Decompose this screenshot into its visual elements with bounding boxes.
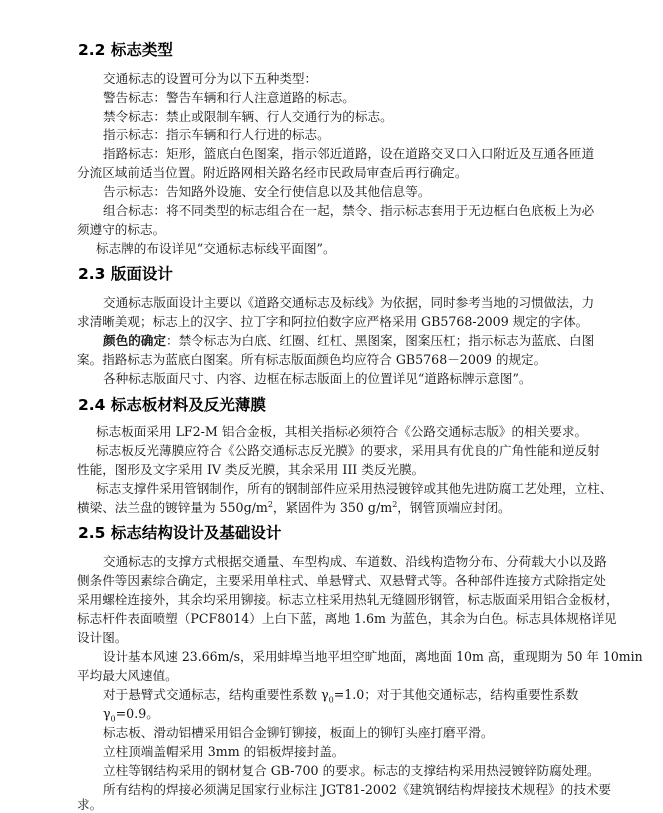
text-line: 标志杆件表面喷塑（PCF8014）上白下蓝，离地 1.6m 为蓝色，其余为白色。标志具体规格详见 xyxy=(77,611,617,626)
heading-2-3: 2.3 版面设计 xyxy=(78,265,173,283)
text-line: 交通标志版面设计主要以《道路交通标志及标线》为依据，同时参考当地的习惯做法，力 xyxy=(103,295,595,310)
text-line: 设计基本风速 23.66m/s，采用蚌埠当地平坦空旷地面，离地面 10m 高，重现期为 50 年 10min xyxy=(103,649,643,664)
text-line: 交通标志的支撑方式根据交通量、车型构成、车道数、沿线构造物分布、分荷载大小以及路 xyxy=(103,554,607,569)
text-line: 求。 xyxy=(77,797,103,812)
text-line: 采用螺栓连接外，其余均采用铆接。标志立柱采用热轧无缝圆形钢管，标志版面采用铝合金板材， xyxy=(77,592,619,607)
superscript: 2 xyxy=(392,499,398,509)
text-line: 平均最大风速值。 xyxy=(77,668,178,683)
text-line: 标志板、滑动铝槽采用铝合金铆钉铆接，板面上的铆钉头座打磨平滑。 xyxy=(103,725,494,740)
text-line: 案。指路标志为蓝底白图案。所有标志版面颜色均应符合 GB5768－2009 的规定。 xyxy=(77,352,547,367)
text-line: 各种标志版面尺寸、内容、边框在标志版面上的位置详见“道路标牌示意图”。 xyxy=(103,371,532,386)
text-line: 标志板反光薄膜应符合《公路交通标志反光膜》的要求，采用具有优良的广角性能和逆反射 xyxy=(96,443,600,458)
text-line: 求清晰美观；标志上的汉字、拉丁字和阿拉伯数字应严格采用 GB5768-2009 规定的字体。 xyxy=(77,314,589,329)
text-line xyxy=(103,705,159,722)
text-run: γ xyxy=(103,706,111,721)
subscript: 0 xyxy=(110,714,116,724)
text-run: ，紧固件为 350 g/m xyxy=(272,500,393,515)
superscript: 2 xyxy=(267,499,273,509)
text-line: 须遵守的标志。 xyxy=(77,222,166,237)
text-line: 侧条件等因素综合确定，主要采用单柱式、单悬臂式、双悬臂式等。各种部件连接方式除指定处 xyxy=(77,573,606,588)
text-line: 设计图。 xyxy=(77,630,128,645)
text-line: 指路标志：矩形，篮底白色图案，指示邻近道路，设在道路交叉口入口附近及互通各匝道 xyxy=(103,146,595,161)
text-line: 交通标志的设置可分为以下五种类型： xyxy=(103,71,318,86)
text-run: 横梁、法兰盘的镀锌量为 550g/m xyxy=(77,500,268,515)
text-line: 标志支撑件采用管钢制作，所有的钢制部件应采用热浸镀锌或其他先进防腐工艺处理，立柱、 xyxy=(96,481,613,496)
text-line: 组合标志：将不同类型的标志组合在一起，禁令、指示标志套用于无边框白色底板上为必 xyxy=(103,203,595,218)
bold-term: 颜色的确定 xyxy=(103,333,166,348)
text-line: 禁令标志：禁止或限制车辆、行人交通行为的标志。 xyxy=(103,109,393,124)
text-run: ：禁令标志为白底、红圈、红杠、黑图案，图案压杠；指示标志为蓝底、白图 xyxy=(165,333,595,348)
heading-2-2: 2.2 标志类型 xyxy=(78,41,173,59)
text-line: 立柱顶端盖帽采用 3mm 的铝板焊接封盖。 xyxy=(103,744,345,759)
text-line: 标志板面采用 LF2-M 铝合金板，其相关指标必须符合《公路交通标志版》的相关要求。 xyxy=(96,424,588,439)
text-run: ，钢管顶端应封闭。 xyxy=(397,500,511,515)
text-line: 指示标志：指示车辆和行人行进的标志。 xyxy=(103,127,330,142)
text-line: 立柱等钢结构采用的钢材复合 GB-700 的要求。标志的支撑结构采用热浸镀锌防腐处理。 xyxy=(103,763,600,778)
text-line: 标志牌的布设详见“交通标志标线平面图”。 xyxy=(96,241,336,256)
text-run: 对于悬臂式交通标志，结构重要性系数 γ xyxy=(103,687,329,702)
subscript: 0 xyxy=(328,695,334,705)
heading-2-5: 2.5 标志结构设计及基础设计 xyxy=(78,524,282,542)
text-line: 所有结构的焊接必须满足国家行业标注 JGT81-2002《建筑钢结构焊接技术规程》的技术要 xyxy=(103,782,612,797)
text-line: 分流区域前适当位置。附近路网相关路名经市民政局审查后再行确定。 xyxy=(77,165,468,180)
text-line: 告示标志：告知路外设施、安全行使信息以及其他信息等。 xyxy=(103,184,431,199)
text-line xyxy=(77,499,511,516)
text-line xyxy=(103,686,578,703)
text-line xyxy=(103,332,594,349)
heading-2-4: 2.4 标志板材料及反光薄膜 xyxy=(78,396,266,414)
text-line: 性能，图形及文字采用 IV 类反光膜，其余采用 III 类反光膜。 xyxy=(77,462,425,477)
text-run: =0.9。 xyxy=(115,706,159,721)
text-run: =1.0；对于其他交通标志，结构重要性系数 xyxy=(333,687,579,702)
text-line: 警告标志：警告车辆和行人注意道路的标志。 xyxy=(103,90,355,105)
